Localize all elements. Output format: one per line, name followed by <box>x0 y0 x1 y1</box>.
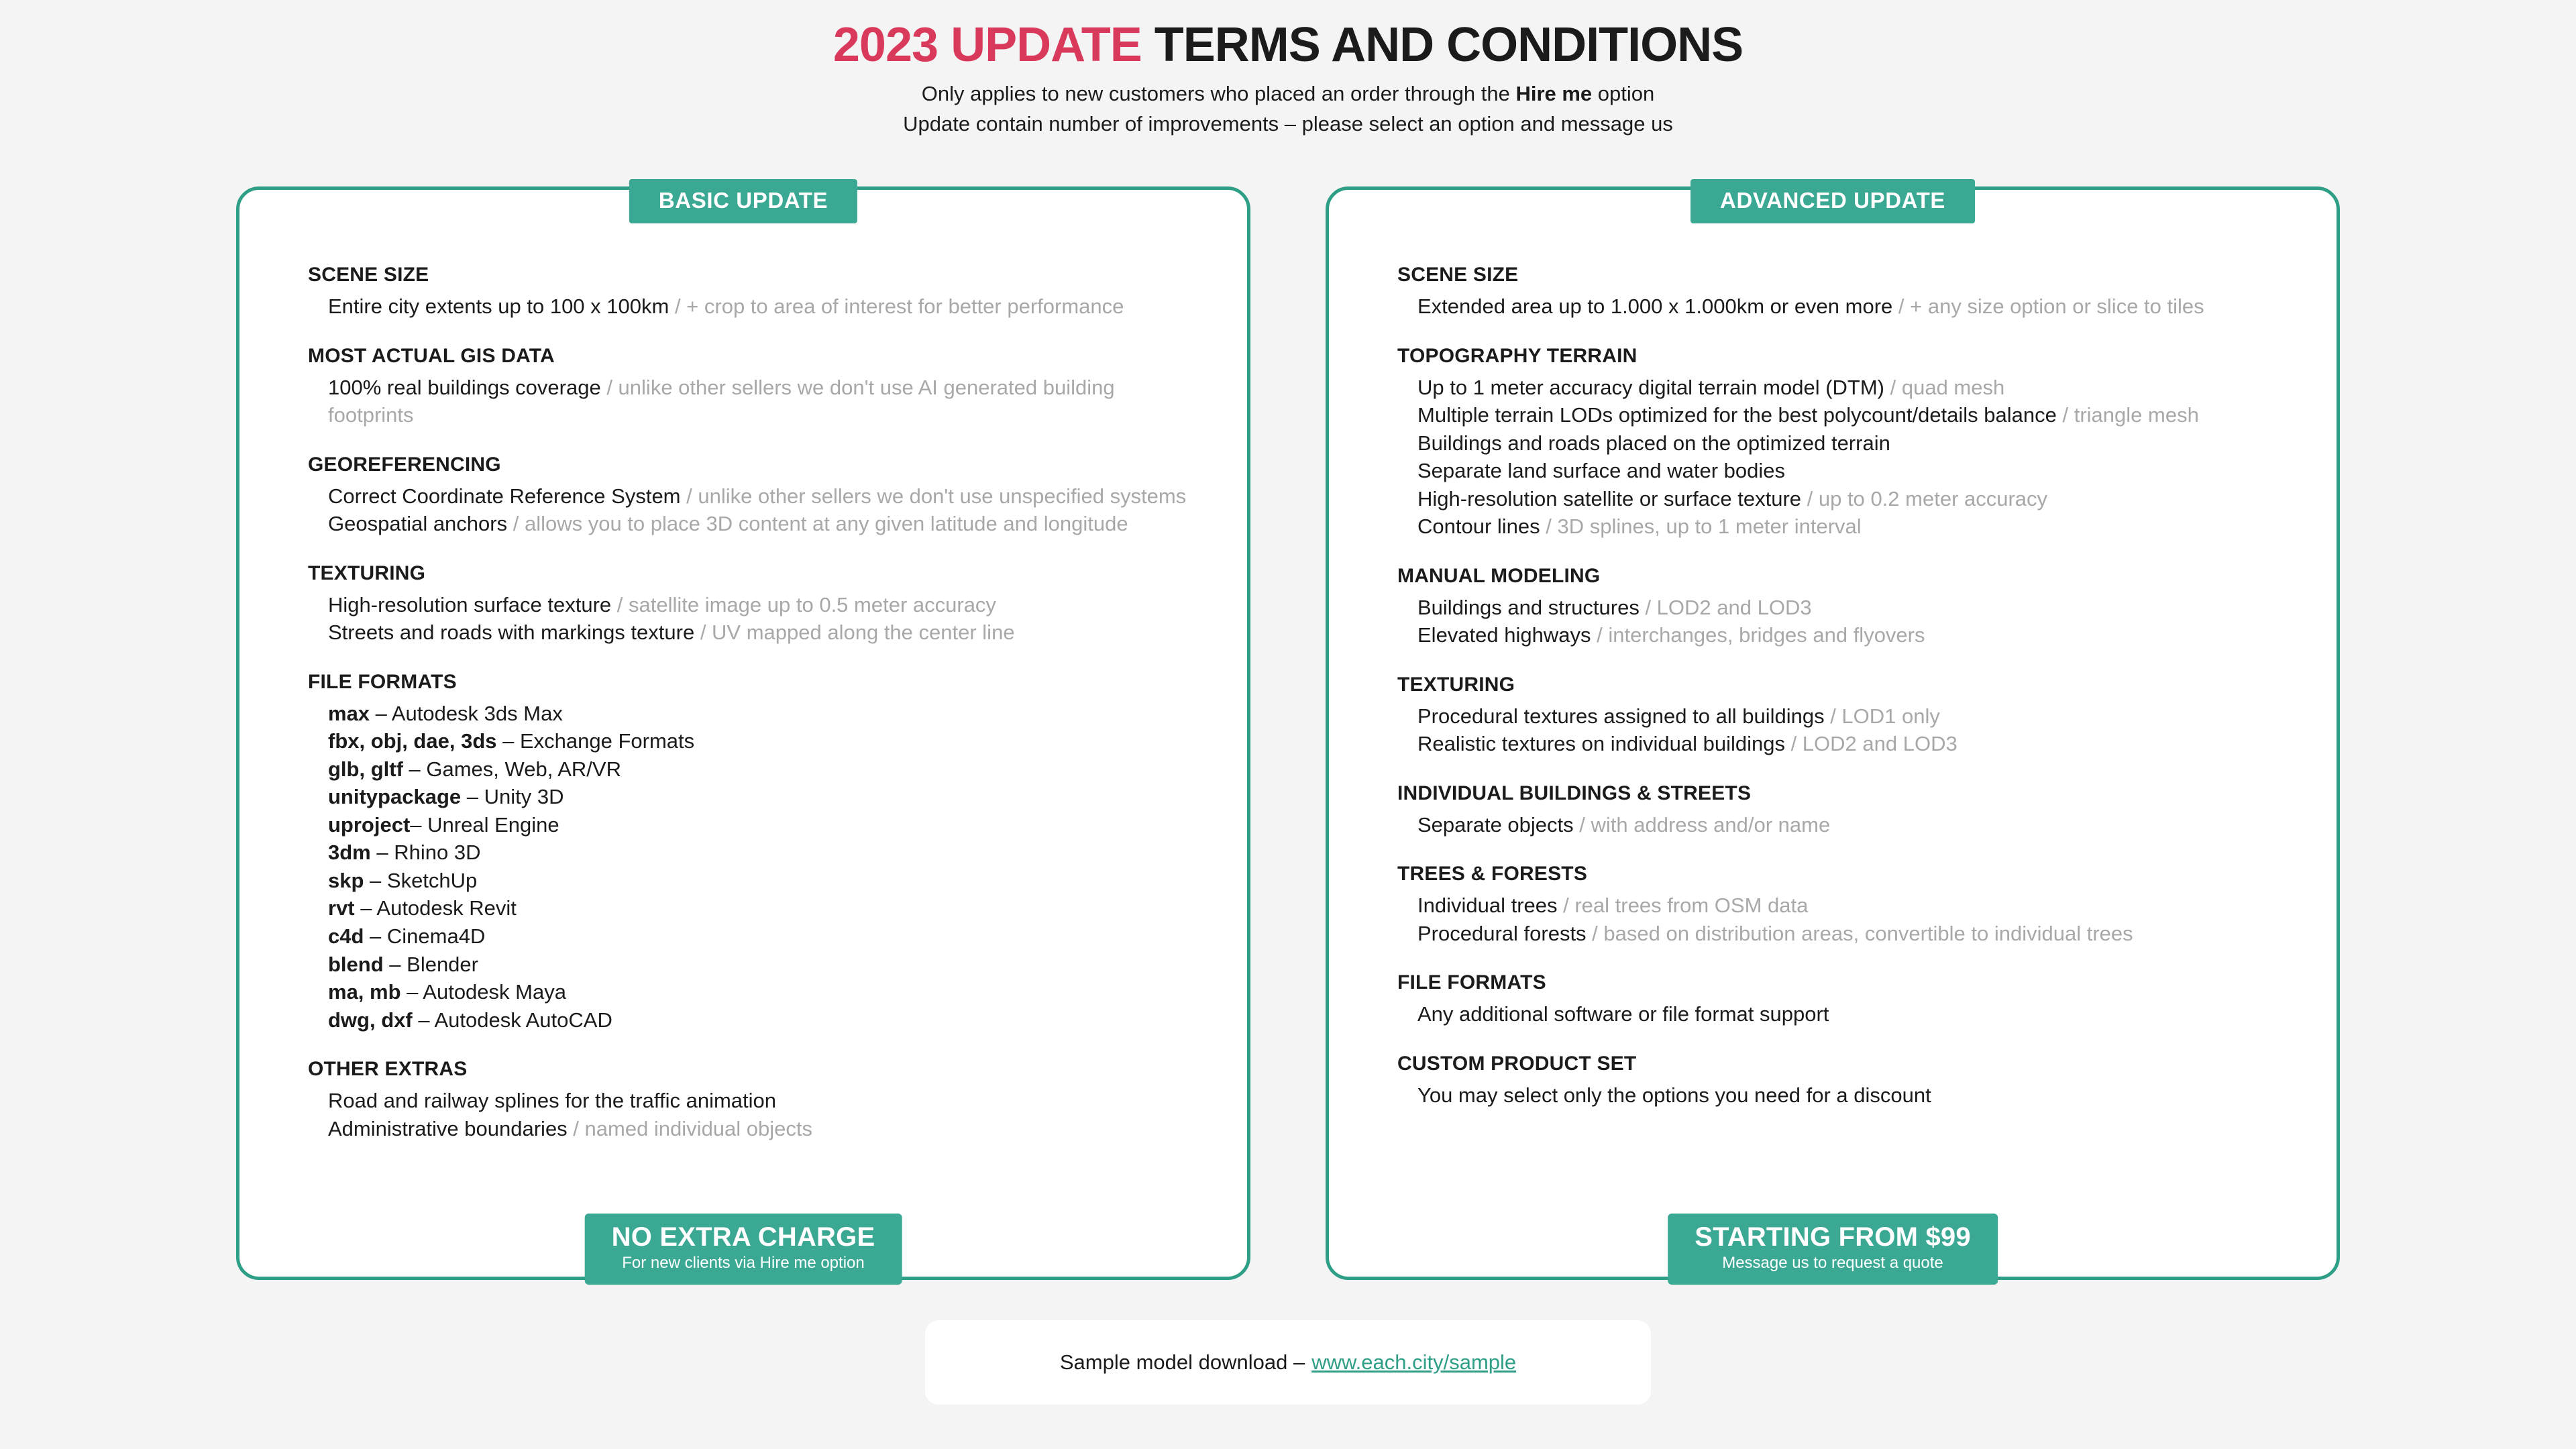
feature-line-main: High-resolution satellite or surface texture <box>1417 486 1802 511</box>
basic-price-sub: For new clients via Hire me option <box>622 1254 865 1272</box>
feature-line-note: / real trees from OSM data <box>1557 894 1809 918</box>
feature-line-main: Extended area up to 1.000 x 1.000km or even more <box>1417 294 1893 318</box>
feature-group <box>308 345 1195 429</box>
feature-line-note: / interchanges, bridges and flyovers <box>1591 623 1925 647</box>
feature-line-main: Separate objects <box>1417 812 1574 837</box>
feature-line-note: / satellite image up to 0.5 meter accuracy <box>611 592 996 616</box>
feature-group <box>308 264 1195 321</box>
feature-group <box>308 453 1195 538</box>
feature-line-bold: dwg, dxf <box>328 1008 413 1032</box>
feature-line <box>1397 594 2284 622</box>
feature-line-main: Procedural forests <box>1417 921 1587 945</box>
feature-line <box>308 755 1195 784</box>
feature-line-main: Geospatial anchors <box>328 512 508 536</box>
feature-line <box>308 867 1195 895</box>
feature-line-main: – Games, Web, AR/VR <box>402 757 621 781</box>
feature-group-title: INDIVIDUAL BUILDINGS & STREETS <box>1397 782 1752 804</box>
feature-line-note: / + any size option or slice to tiles <box>1892 294 2204 318</box>
feature-line-bold: glb, gltf <box>328 757 403 781</box>
feature-line-note: / 3D splines, up to 1 meter interval <box>1540 515 1862 539</box>
feature-line-main: High-resolution surface texture <box>328 592 612 616</box>
feature-line <box>1397 374 2284 402</box>
feature-group-title: SCENE SIZE <box>1397 264 1519 286</box>
feature-line-note: / based on distribution areas, convertible to individual trees <box>1586 921 2133 945</box>
feature-line <box>308 482 1195 511</box>
basic-price-main: NO EXTRA CHARGE <box>611 1222 875 1252</box>
feature-group-title: GEOREFERENCING <box>308 453 501 476</box>
feature-group <box>1397 345 2284 541</box>
feature-line-bold: ma, mb <box>328 980 401 1004</box>
feature-line-main: Separate land surface and water bodies <box>1417 459 1786 483</box>
feature-line <box>1397 513 2284 541</box>
feature-group <box>308 562 1195 647</box>
feature-line-bold: max <box>328 701 370 725</box>
feature-line-note: / UV mapped along the center line <box>694 621 1015 645</box>
feature-group <box>308 1058 1195 1142</box>
feature-line <box>308 1006 1195 1034</box>
feature-group-title: TREES & FORESTS <box>1397 863 1588 885</box>
sample-download-label: Sample model download – <box>1059 1350 1305 1374</box>
feature-line-note: / triangle mesh <box>2056 403 2199 427</box>
feature-line <box>308 978 1195 1006</box>
feature-group-title: MANUAL MODELING <box>1397 564 1601 587</box>
feature-group <box>1397 264 2284 321</box>
feature-group-title: TOPOGRAPHY TERRAIN <box>1397 344 1638 367</box>
advanced-update-card <box>1326 186 2340 1280</box>
page-subtitle-line1 <box>0 79 2576 109</box>
feature-line-main: – Unity 3D <box>461 785 564 809</box>
feature-group <box>1397 1053 2284 1110</box>
feature-line-main: – Exchange Formats <box>496 729 695 753</box>
feature-line <box>1397 621 2284 649</box>
subtitle-part-a: Only applies to new customers who placed an order through the <box>921 81 1516 105</box>
feature-line <box>308 922 1195 951</box>
feature-line <box>1397 920 2284 948</box>
feature-line <box>1397 1000 2284 1028</box>
feature-line <box>308 591 1195 619</box>
feature-line <box>308 292 1195 321</box>
feature-line-main: Up to 1 meter accuracy digital terrain model (DTM) <box>1417 375 1885 399</box>
feature-line-note: / allows you to place 3D content at any given latitude and longitude <box>507 512 1128 536</box>
feature-line <box>1397 1081 2284 1110</box>
feature-line-bold: unitypackage <box>328 785 462 809</box>
page-subtitle <box>0 79 2576 140</box>
feature-line-note: / up to 0.2 meter accuracy <box>1801 486 2048 511</box>
subtitle-part-c: option <box>1592 81 1655 105</box>
feature-group-title: SCENE SIZE <box>308 264 429 286</box>
feature-line <box>1397 702 2284 731</box>
feature-line <box>1397 292 2284 321</box>
feature-line <box>1397 457 2284 485</box>
page-title-rest: TERMS AND CONDITIONS <box>1154 18 1743 72</box>
feature-line <box>308 510 1195 538</box>
feature-group <box>1397 863 2284 947</box>
feature-line-main: – Autodesk 3ds Max <box>370 701 563 725</box>
feature-line-main: Correct Coordinate Reference System <box>328 484 681 508</box>
feature-group-title: TEXTURING <box>1397 673 1515 696</box>
feature-line-main: – Blender <box>383 952 478 976</box>
plan-columns <box>0 186 2576 1280</box>
feature-group-title: CUSTOM PRODUCT SET <box>1397 1052 1637 1075</box>
feature-line-main: Any additional software or file format support <box>1417 1002 1829 1026</box>
feature-line-main: Multiple terrain LODs optimized for the best polycount/details balance <box>1417 403 2057 427</box>
subtitle-hire-me: Hire me <box>1515 81 1593 105</box>
feature-line-note: / LOD1 only <box>1824 704 1940 728</box>
feature-line <box>1397 730 2284 758</box>
feature-line-main: You may select only the options you need for a discount <box>1417 1083 1931 1107</box>
feature-line <box>1397 429 2284 458</box>
feature-line-note: / named individual objects <box>567 1116 813 1140</box>
feature-line-note: / unlike other sellers we don't use unspecified systems <box>680 484 1187 508</box>
feature-line <box>1397 485 2284 513</box>
feature-line <box>308 894 1195 922</box>
advanced-price-sub: Message us to request a quote <box>1722 1254 1943 1272</box>
feature-line <box>308 951 1195 979</box>
feature-line-bold: skp <box>328 868 364 892</box>
feature-line <box>308 783 1195 811</box>
feature-line-main: Entire city extents up to 100 x 100km <box>328 294 669 318</box>
feature-line <box>308 1087 1195 1115</box>
feature-group-title: FILE FORMATS <box>1397 971 1546 994</box>
feature-line-main: Buildings and roads placed on the optimized terrain <box>1417 431 1890 455</box>
feature-line-main: – Autodesk Revit <box>354 896 517 920</box>
feature-line <box>308 811 1195 839</box>
feature-line-bold: blend <box>328 952 384 976</box>
feature-group <box>1397 565 2284 649</box>
feature-line <box>308 374 1195 429</box>
page-subtitle-line2: Update contain number of improvements – please select an option and message us <box>903 111 1673 136</box>
feature-line-bold: uproject <box>328 812 411 837</box>
page-header <box>0 0 2576 139</box>
feature-group <box>1397 782 2284 839</box>
feature-line-bold: 3dm <box>328 841 371 865</box>
feature-line-main: – Unreal Engine <box>410 812 559 837</box>
feature-group-title: MOST ACTUAL GIS DATA <box>308 344 555 367</box>
feature-line <box>1397 401 2284 429</box>
feature-line-main: – Autodesk Maya <box>400 980 566 1004</box>
feature-line-main: Procedural textures assigned to all buildings <box>1417 704 1825 728</box>
feature-line-main: Road and railway splines for the traffic animation <box>328 1089 776 1113</box>
advanced-update-ribbon: ADVANCED UPDATE <box>1690 179 1975 223</box>
feature-line <box>1397 811 2284 839</box>
feature-line-main: – Cinema4D <box>364 924 486 948</box>
feature-line <box>308 839 1195 867</box>
advanced-price-main: STARTING FROM $99 <box>1695 1222 1971 1252</box>
page-title <box>0 20 2576 71</box>
feature-line-main: Administrative boundaries <box>328 1116 568 1140</box>
advanced-update-body <box>1329 190 2337 1110</box>
feature-line <box>308 1115 1195 1143</box>
feature-line-main: Buildings and structures <box>1417 595 1640 619</box>
feature-line-note: / LOD2 and LOD3 <box>1639 595 1812 619</box>
feature-line <box>1397 892 2284 920</box>
basic-price-badge[interactable] <box>585 1214 902 1285</box>
feature-line-note: / quad mesh <box>1884 375 2005 399</box>
sample-download-link[interactable]: www.each.city/sample <box>1311 1350 1517 1374</box>
feature-line-main: Streets and roads with markings texture <box>328 621 695 645</box>
feature-group-title: TEXTURING <box>308 561 426 584</box>
feature-line-note: / unlike other sellers we don't use AI generated building footprints <box>328 375 1115 427</box>
feature-line-bold: c4d <box>328 924 364 948</box>
feature-line-bold: fbx, obj, dae, 3ds <box>328 729 497 753</box>
feature-group <box>1397 674 2284 758</box>
feature-group <box>308 671 1195 1034</box>
feature-group-title: OTHER EXTRAS <box>308 1058 468 1081</box>
feature-line <box>308 619 1195 647</box>
basic-update-ribbon: BASIC UPDATE <box>629 179 857 223</box>
basic-update-card <box>236 186 1250 1280</box>
feature-group <box>1397 971 2284 1028</box>
feature-line-main: Realistic textures on individual buildings <box>1417 732 1785 756</box>
feature-line-main: – Rhino 3D <box>370 841 481 865</box>
feature-line-main: – Autodesk AutoCAD <box>412 1008 612 1032</box>
feature-line-bold: rvt <box>328 896 355 920</box>
basic-update-body <box>239 190 1247 1142</box>
feature-line-main: Individual trees <box>1417 894 1558 918</box>
feature-line-note: / with address and/or name <box>1573 812 1831 837</box>
feature-line <box>308 727 1195 755</box>
page-title-highlight: 2023 UPDATE <box>833 18 1142 72</box>
feature-line-main: 100% real buildings coverage <box>328 375 601 399</box>
feature-line-note: / LOD2 and LOD3 <box>1784 732 1957 756</box>
feature-group-title: FILE FORMATS <box>308 670 457 693</box>
feature-line-main: Contour lines <box>1417 515 1540 539</box>
feature-line <box>308 700 1195 728</box>
feature-line-note: / + crop to area of interest for better performance <box>669 294 1124 318</box>
sample-download-bar <box>925 1320 1651 1405</box>
feature-line-main: Elevated highways <box>1417 623 1591 647</box>
advanced-price-badge[interactable] <box>1668 1214 1998 1285</box>
feature-line-main: – SketchUp <box>364 868 478 892</box>
